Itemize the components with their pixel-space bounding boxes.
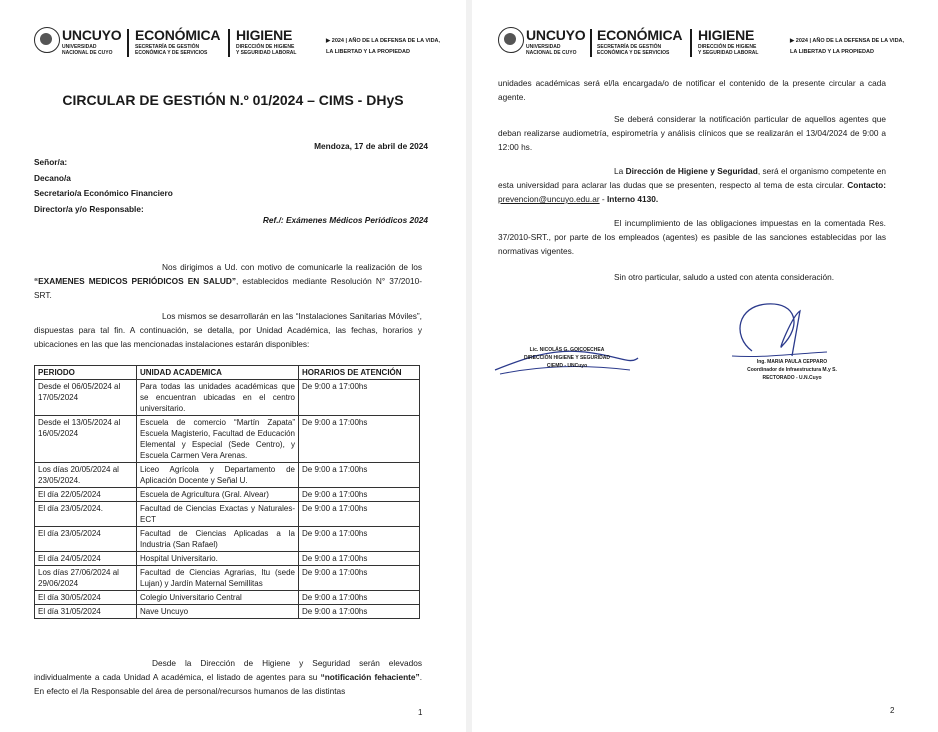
paragraph-contact <box>498 164 886 206</box>
table-row <box>35 416 420 463</box>
contact-label: Contacto: <box>847 180 886 190</box>
signature-cepparo-icon <box>722 296 832 366</box>
page-number: 2 <box>890 706 895 715</box>
cell-unidad: Facultad de Ciencias Agrarias, Itu (sede Lujan) y Jardín Maternal Semillitas <box>137 566 299 591</box>
recipient-line: Señor/a: <box>34 157 68 167</box>
table-header-row <box>35 366 420 380</box>
cell-unidad: Liceo Agrícola y Departamento de Aplicación Docente y Señal U. <box>137 463 299 488</box>
letterhead <box>0 27 466 67</box>
exam-name: “EXAMENES MEDICOS PERIÓDICOS EN SALUD” <box>34 276 237 286</box>
cell-horario: De 9:00 a 17:00hs <box>299 591 420 605</box>
reference-line: Ref./: Exámenes Médicos Periódicos 2024 <box>262 215 428 225</box>
cell-horario: De 9:00 a 17:00hs <box>299 463 420 488</box>
cell-horario: De 9:00 a 17:00hs <box>299 552 420 566</box>
recipient-line: Director/a y/o Responsable: <box>34 203 144 214</box>
cell-horario: De 9:00 a 17:00hs <box>299 380 420 416</box>
cell-horario: De 9:00 a 17:00hs <box>299 566 420 591</box>
brand-higiene: HIGIENE <box>698 27 755 43</box>
cell-unidad: Nave Uncuyo <box>137 605 299 619</box>
cell-periodo: El día 24/05/2024 <box>35 552 137 566</box>
cell-periodo: Desde el 06/05/2024 al 17/05/2024 <box>35 380 137 416</box>
uncuyo-seal-icon <box>498 27 524 53</box>
text-span: La <box>614 166 626 176</box>
cell-horario: De 9:00 a 17:00hs <box>299 527 420 552</box>
table-row <box>35 591 420 605</box>
table-row <box>35 463 420 488</box>
table-row <box>35 566 420 591</box>
department-name: Dirección de Higiene y Seguridad <box>625 166 758 176</box>
recipient-block <box>34 155 173 217</box>
document-page-1 <box>0 0 466 732</box>
cell-periodo: El día 22/05/2024 <box>35 488 137 502</box>
cell-periodo: El día 30/05/2024 <box>35 591 137 605</box>
cell-periodo: Los días 27/06/2024 al 29/06/2024 <box>35 566 137 591</box>
table-row <box>35 380 420 416</box>
schedule-table <box>34 365 420 619</box>
divider <box>590 29 592 57</box>
cell-unidad: Facultad de Ciencias Aplicadas a la Industria (San Rafael) <box>137 527 299 552</box>
column-header-periodo: PERIODO <box>35 366 137 380</box>
column-header-unidad: UNIDAD ACADEMICA <box>137 366 299 380</box>
document-page-2 <box>472 0 938 732</box>
brand-uncuyo: UNCUYO <box>62 27 122 43</box>
brand-economica: ECONÓMICA <box>135 27 221 43</box>
column-header-horarios: HORARIOS DE ATENCIÓN <box>299 366 420 380</box>
text-span: Desde la Dirección de Higiene y Seguridad serán elevados individualmente a cada Unidad A académica, el listado de agentes para su <box>34 658 422 682</box>
cell-unidad: Para todas las unidades académicas que se encuentran ubicadas en el centro universitario. <box>137 380 299 416</box>
closing-line: Sin otro particular, saludo a usted con atenta consideración. <box>614 272 835 282</box>
table-row <box>35 488 420 502</box>
brand-higiene-sub: DIRECCIÓN DE HIGIENE Y SEGURIDAD LABORAL <box>698 44 759 56</box>
recipient-line: Decano/a <box>34 172 71 183</box>
cell-periodo: El día 31/05/2024 <box>35 605 137 619</box>
paragraph-sanctions: El incumplimiento de las obligaciones impuestas en la comentada Res. 37/2010-SRT., por parte de los empleados (agentes) es pasible de las sanciones establecidas por las normativas vigentes. <box>498 218 886 256</box>
cell-horario: De 9:00 a 17:00hs <box>299 605 420 619</box>
cell-periodo: El día 23/05/2024. <box>35 502 137 527</box>
cell-horario: De 9:00 a 17:00hs <box>299 416 420 463</box>
brand-uncuyo-sub: UNIVERSIDAD NACIONAL DE CUYO <box>526 44 577 56</box>
table-row <box>35 502 420 527</box>
table-row <box>35 552 420 566</box>
cell-horario: De 9:00 a 17:00hs <box>299 488 420 502</box>
motto: ▶ 2024 | AÑO DE LA DEFENSA DE LA VIDA, LA LIBERTAD Y LA PROPIEDAD <box>326 38 441 55</box>
motto: ▶ 2024 | AÑO DE LA DEFENSA DE LA VIDA, LA LIBERTAD Y LA PROPIEDAD <box>790 38 905 55</box>
brand-higiene-sub: DIRECCIÓN DE HIGIENE Y SEGURIDAD LABORAL <box>236 44 297 56</box>
circular-title: CIRCULAR DE GESTIÓN N.º 01/2024 – CIMS - DHyS <box>62 92 404 108</box>
cell-unidad: Facultad de Ciencias Exactas y Naturales- ECT <box>137 502 299 527</box>
page-number: 1 <box>418 708 423 717</box>
table-row <box>35 605 420 619</box>
paragraph-continuation: unidades académicas será el/la encargada/o de notificar el contenido de la presente circular a cada agente. <box>498 78 886 102</box>
paragraph-locations: Los mismos se desarrollarán en las “Instalaciones Sanitarias Móviles”, dispuestas para tal fin. A continuación, se detalla, por Unidad Académica, las fechas, horarios y ubicaciones en las que las mencionadas instalaciones estarán disponibles: <box>34 311 422 349</box>
cell-periodo: Los días 20/05/2024 al 23/05/2024. <box>35 463 137 488</box>
paragraph-intro <box>34 260 422 302</box>
divider <box>690 29 692 57</box>
text-span: , será el organismo competente en esta universidad para aclarar las dudas que se presenten, respecto al tema de esta circular. <box>498 166 886 190</box>
uncuyo-seal-icon <box>34 27 60 53</box>
cell-unidad: Escuela de Agricultura (Gral. Alvear) <box>137 488 299 502</box>
contact-extension: Interno 4130. <box>606 194 659 204</box>
brand-higiene: HIGIENE <box>236 27 293 43</box>
cell-horario: De 9:00 a 17:00hs <box>299 502 420 527</box>
text-span: - <box>599 194 607 204</box>
brand-uncuyo: UNCUYO <box>526 27 586 43</box>
signature-block-2: Ing. MARIA PAULA CEPPARO Coordinador de Infraestructura M.y S. RECTORADO - U.N.Cuyo <box>747 359 837 381</box>
cell-unidad: Escuela de comercio “Martín Zapata” Escuela Magisterio, Facultad de Educación Elemental y Especial (Sede Centro), y Escuela Carmen Vera Arenas. <box>137 416 299 463</box>
text-span: , establecidos mediante Resolución N° 37/2010-SRT. <box>34 276 422 300</box>
divider <box>228 29 230 57</box>
brand-economica: ECONÓMICA <box>597 27 683 43</box>
cell-periodo: El día 23/05/2024 <box>35 527 137 552</box>
recipient-line: Secretario/a Económico Financiero <box>34 188 173 198</box>
cell-unidad: Hospital Universitario. <box>137 552 299 566</box>
divider <box>127 29 129 57</box>
notification-term: “notificación fehaciente” <box>320 672 420 682</box>
brand-uncuyo-sub: UNIVERSIDAD NACIONAL DE CUYO <box>62 44 113 56</box>
cell-unidad: Colegio Universitario Central <box>137 591 299 605</box>
paragraph-special-tests: Se deberá considerar la notificación particular de aquellos agentes que deban realizarse audiometría, espirometría y análisis clínicos que se realizarán el 13/04/2024 de 9:00 a 12:00 hs. <box>498 114 886 152</box>
brand-economica-sub: SECRETARÍA DE GESTIÓN ECONÓMICA Y DE SERVICIOS <box>597 44 670 56</box>
signature-block-1: Lic. NICOLÁS G. GOICOECHEA DIRECCIÓN HIGIENE Y SEGURIDAD CIEMD - UNCuyo <box>524 347 610 369</box>
cell-periodo: Desde el 13/05/2024 al 16/05/2024 <box>35 416 137 463</box>
text-span: . En efecto el /la Responsable del área de personal/recursos humanos de las distintas <box>34 672 423 696</box>
brand-economica-sub: SECRETARÍA DE GESTIÓN ECONÓMICA Y DE SERVICIOS <box>135 44 208 56</box>
paragraph-notification <box>34 656 422 698</box>
text-span: Nos dirigimos a Ud. con motivo de comunicarle la realización de los <box>162 262 422 272</box>
table-row <box>35 527 420 552</box>
letter-date: Mendoza, 17 de abril de 2024 <box>314 141 428 151</box>
letterhead <box>472 27 938 67</box>
contact-email-link[interactable]: prevencion@uncuyo.edu.ar <box>498 194 600 204</box>
